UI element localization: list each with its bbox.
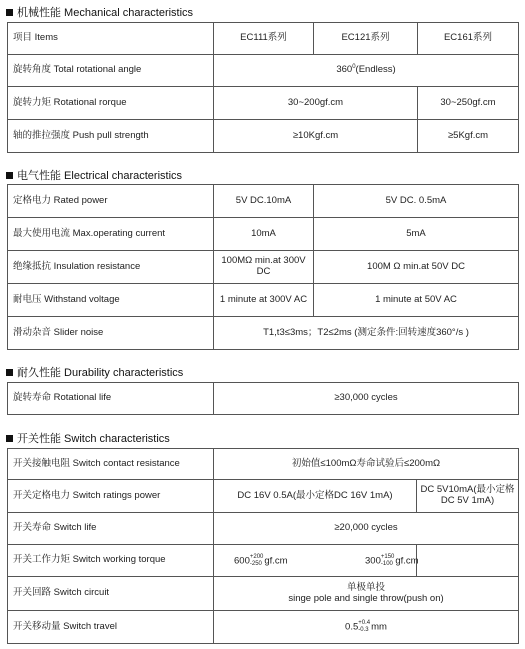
table-row [8,383,519,415]
tolerance: +200 -250 [249,553,264,567]
row-label: 轴的推拉强度 Push pull strength [8,120,214,153]
row-value: 0.5 +0.4 -0.3 mm [214,611,519,644]
header-items: 项目 Items [8,23,214,55]
table-row [8,185,519,218]
tolerance: +150 -100 [380,553,395,567]
header-ec161: EC161系列 [418,23,519,55]
row-value: 30~200gf.cm [214,87,418,120]
switch-section-heading: 开关性能 Switch characteristics [6,431,170,445]
row-value: DC 16V 0.5A(最小定格DC 16V 1mA) [214,480,417,513]
row-value: 30~250gf.cm [418,87,519,120]
row-value: 1 minute at 50V AC [314,284,519,317]
table-row [8,55,519,87]
table-row [8,577,519,611]
row-value: $360^0(Endless)$ [214,55,519,87]
row-label: 滑动杂音 Slider noise [8,317,214,350]
square-bullet-icon [6,435,13,442]
row-value: DC 5V10mA(最小定格 DC 5V 1mA) [417,480,519,513]
row-value: ≥30,000 cycles [214,383,519,415]
row-value: T1,t3≤3ms；T2≤2ms (测定条件:回转速度360°/s ) [214,317,519,350]
header-ec111: EC111系列 [214,23,314,55]
row-label: 耐电压 Withstand voltage [8,284,214,317]
mechanical-section-heading: 机械性能 Mechanical characteristics [6,5,193,19]
row-label: 定格电力 Rated power [8,185,214,218]
row-value: ≥20,000 cycles [214,513,519,545]
row-value: ≥5Kgf.cm [418,120,519,153]
durability-table [7,382,519,415]
durability-section-heading: 耐久性能 Durability characteristics [6,365,183,379]
row-label: 旋转寿命 Rotational life [8,383,214,415]
table-row [8,87,519,120]
table-row [8,611,519,644]
electrical-table [7,184,519,350]
row-label: 开关接触电阻 Switch contact resistance [8,449,214,480]
header-ec121: EC121系列 [314,23,418,55]
tolerance: +0.4 -0.3 [358,620,371,633]
mechanical-table [7,22,519,153]
table-row [8,120,519,153]
row-value: 5V DC.10mA [214,185,314,218]
table-row [8,218,519,251]
table-row [8,513,519,545]
row-value: ≥10Kgf.cm [214,120,418,153]
table-row [8,449,519,480]
table-row [8,545,519,577]
square-bullet-icon [6,369,13,376]
row-label: 绝缘抵抗 Insulation resistance [8,251,214,284]
table-row [8,317,519,350]
row-value: 1 minute at 300V AC [214,284,314,317]
electrical-section-heading: 电气性能 Electrical characteristics [6,168,182,182]
row-label: 旋转力矩 Rotational rorque [8,87,214,120]
row-value: 100M Ω min.at 50V DC [314,251,519,284]
row-label: 开关回路 Switch circuit [8,577,214,611]
row-label: 开关定格电力 Switch ratings power [8,480,214,513]
row-label: 旋转角度 Total rotational angle [8,55,214,87]
switch-table [7,448,519,644]
row-label: 最大使用电流 Max.operating current [8,218,214,251]
row-value: 5V DC. 0.5mA [314,185,519,218]
row-value: 初始值≤100mΩ寿命试验后≤200mΩ [214,449,519,480]
row-label: 开关寿命 Switch life [8,513,214,545]
table-row [8,480,519,513]
square-bullet-icon [6,172,13,179]
row-label: 开关移动量 Switch travel [8,611,214,644]
row-value: 单极单投 singe pole and single throw(push on) [214,577,519,611]
row-value: 600 +200 -250 gf.cm [214,545,417,577]
row-value: 10mA [214,218,314,251]
row-label: 开关工作力矩 Switch working torque [8,545,214,577]
row-value: 100MΩ min.at 300V DC [214,251,314,284]
table-header-row [8,23,519,55]
row-value: 5mA [314,218,519,251]
square-bullet-icon [6,9,13,16]
table-row [8,251,519,284]
table-row [8,284,519,317]
row-value: 300 +150 -100 gf.cm [365,545,467,577]
